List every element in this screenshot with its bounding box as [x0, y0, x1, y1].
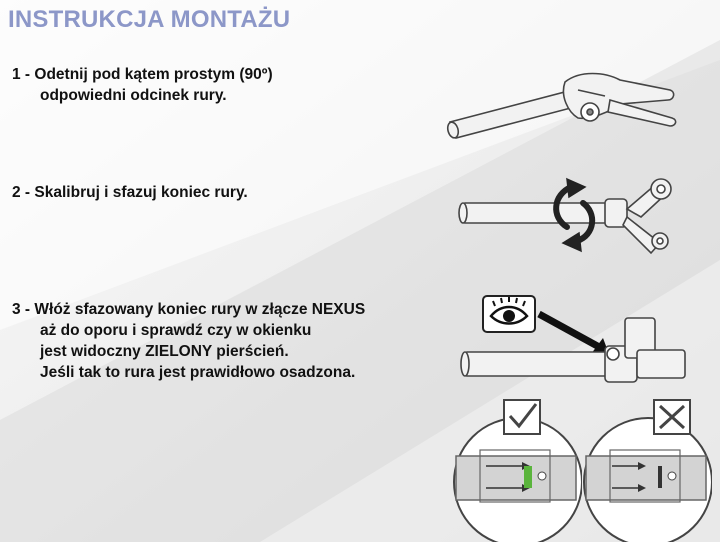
correct-indicator	[452, 396, 582, 542]
step-1-line-2: odpowiedni odcinek rury.	[40, 87, 227, 104]
checkmark-icon	[504, 400, 540, 434]
step-2-line-1: 2 - Skalibruj i sfazuj koniec rury.	[12, 184, 248, 201]
step-3	[12, 299, 365, 383]
incorrect-indicator	[582, 396, 712, 542]
nexus-connector-icon	[455, 292, 705, 387]
step-3-line-1: 3 - Włóż sfazowany koniec rury w złącze NEXUS	[12, 301, 366, 318]
step-2	[12, 182, 248, 203]
step-1	[12, 64, 273, 106]
green-ring	[524, 466, 532, 488]
step-3-line-2: aż do oporu i sprawdź czy w okienku	[40, 322, 312, 339]
calibration-tool-icon	[455, 165, 695, 265]
step-1-line-1: 1 - Odetnij pod kątem prostym (90º)	[12, 66, 273, 83]
step-3-line-3: jest widoczny ZIELONY pierścień.	[40, 343, 289, 360]
pipe-cutter-icon	[440, 60, 680, 150]
cross-icon	[654, 400, 690, 434]
page-title: INSTRUKCJA MONTAŻU	[8, 6, 291, 33]
step-3-line-4: Jeśli tak to rura jest prawidłowo osadzona.	[40, 364, 356, 381]
eye-icon	[483, 296, 535, 332]
